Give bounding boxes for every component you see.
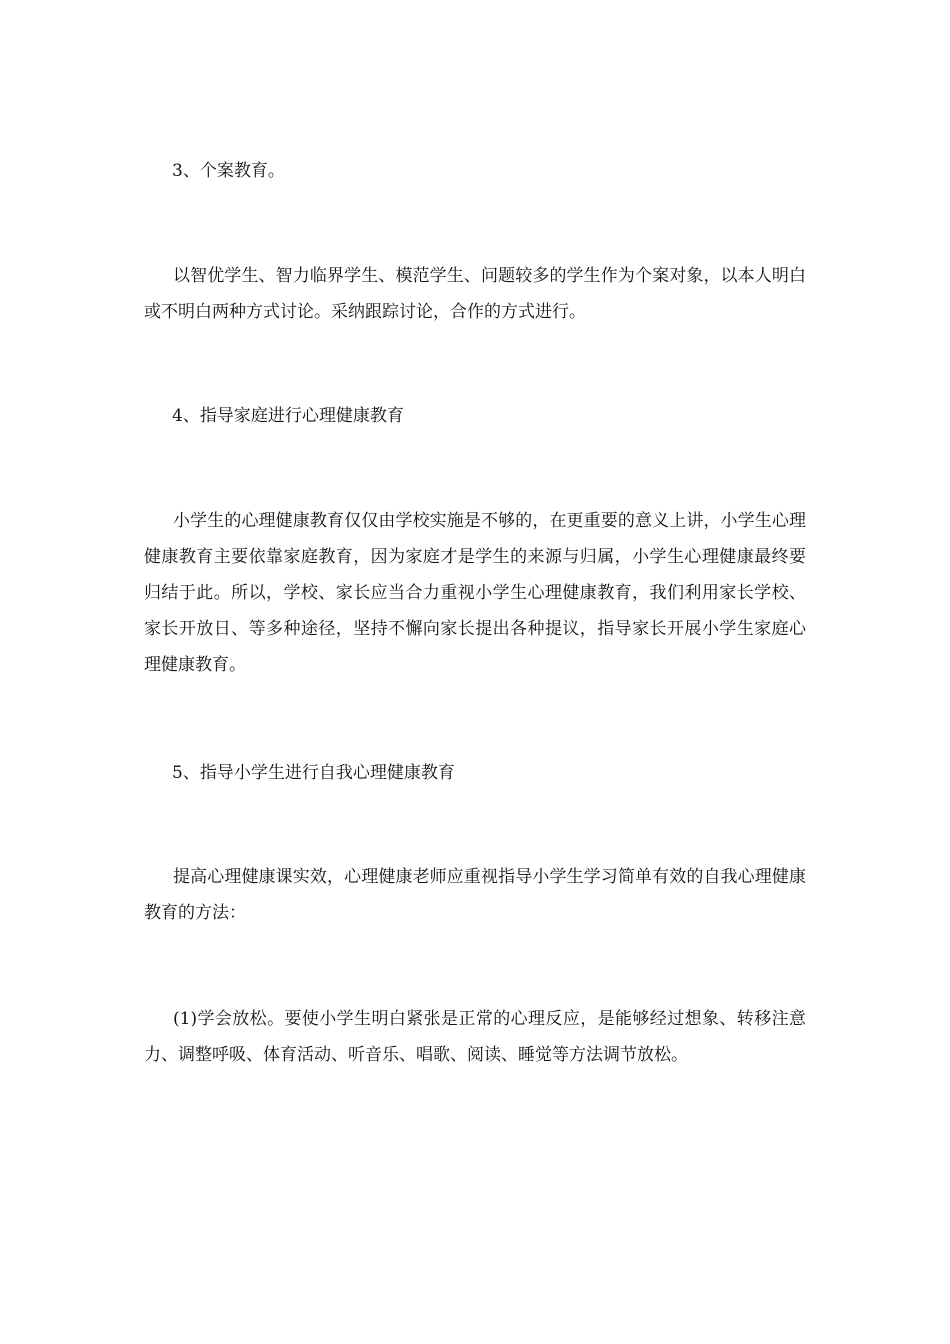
section-5-heading: 5、指导小学生进行自我心理健康教育 — [172, 763, 455, 783]
relaxation-item-paragraph: (1)学会放松。要使小学生明白紧张是正常的心理反应，是能够经过想象、转移注意力、调整呼吸、体育活动、听音乐、唱歌、阅读、睡觉等方法调节放松。 — [144, 1009, 806, 1065]
section-3-heading: 3、个案教育。 — [172, 161, 285, 181]
section-3-paragraph: 以智优学生、智力临界学生、模范学生、问题较多的学生作为个案对象，以本人明白或不明白两种方式讨论。采纳跟踪讨论，合作的方式进行。 — [144, 266, 806, 322]
section-4-paragraph: 小学生的心理健康教育仅仅由学校实施是不够的，在更重要的意义上讲，小学生心理健康教育主要依靠家庭教育，因为家庭才是学生的来源与归属，小学生心理健康最终要归结于此。所以，学校、家长应当合力重视小学生心理健康教育，我们利用家长学校、家长开放日、等多种途径，坚持不懈向家长提出各种提议，指导家长开展小学生家庭心理健康教育。 — [144, 511, 806, 675]
section-4-heading: 4、指导家庭进行心理健康教育 — [172, 406, 404, 426]
section-5-paragraph: 提高心理健康课实效，心理健康老师应重视指导小学生学习简单有效的自我心理健康教育的方法： — [144, 867, 806, 923]
